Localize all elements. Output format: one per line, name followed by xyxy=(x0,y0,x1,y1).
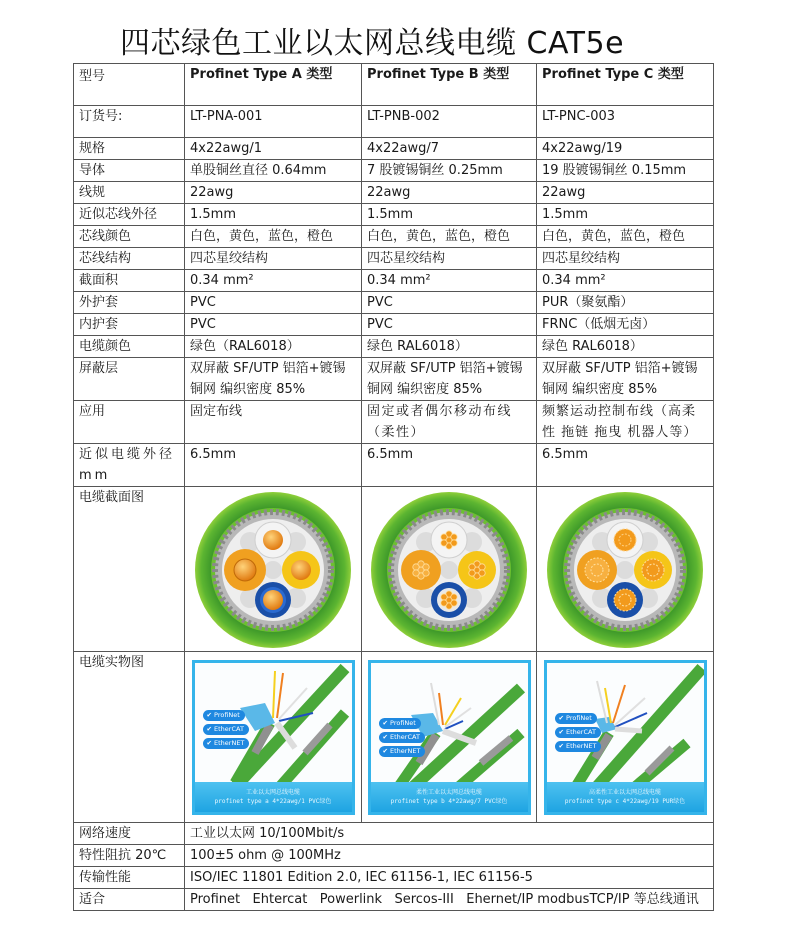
spec-table xyxy=(73,63,714,911)
cell-type-a xyxy=(185,487,362,652)
cell-type-b: 双屏蔽 SF/UTP 铝箔+镀锡铜网 编织密度 85% xyxy=(362,358,537,401)
caption-line-1: 工业以太网总线电缆 xyxy=(245,789,300,796)
cell-type-b: 1.5mm xyxy=(362,204,537,226)
badge-ethercat: ✔ EtherCAT xyxy=(379,732,425,743)
cell-type-c: 19 股镀锡铜丝 0.15mm xyxy=(537,160,714,182)
photo-caption-banner xyxy=(547,782,704,812)
table-row-application xyxy=(74,401,714,444)
table-row-cross-section-image xyxy=(74,487,714,652)
cell-type-a: 22awg xyxy=(185,182,362,204)
table-row-conductor xyxy=(74,160,714,182)
cell-shared: ISO/IEC 11801 Edition 2.0, IEC 61156-1, IEC 61156-5 xyxy=(185,867,714,889)
cell-type-a: 绿色（RAL6018） xyxy=(185,336,362,358)
cell-type-b: 4x22awg/7 xyxy=(362,138,537,160)
cell-type-c: LT-PNC-003 xyxy=(537,106,714,138)
header-label: 型号 xyxy=(74,64,185,106)
cell-type-c: 0.34 mm² xyxy=(537,270,714,292)
row-label: 应用 xyxy=(74,401,185,444)
header-type-b: Profinet Type B 类型 xyxy=(362,64,537,106)
row-label: 订货号: xyxy=(74,106,185,138)
caption-line-1: 高柔性工业以太网总线电缆 xyxy=(588,789,661,796)
cable-cross-section-icon xyxy=(544,490,706,650)
header-type-c: Profinet Type C 类型 xyxy=(537,64,714,106)
cell-type-b: LT-PNB-002 xyxy=(362,106,537,138)
row-label: 适合 xyxy=(74,889,185,911)
table-row-transmission xyxy=(74,867,714,889)
badge-ethernet: ✔ EtherNET xyxy=(555,741,602,752)
table-row-core-diameter xyxy=(74,204,714,226)
document-title: 四芯绿色工业以太网总线电缆 CAT5e xyxy=(120,26,625,61)
cable-photo-type-a xyxy=(192,660,355,815)
cell-type-c: 1.5mm xyxy=(537,204,714,226)
badge-profinet: ✔ ProfiNet xyxy=(379,718,421,729)
badge-ethercat: ✔ EtherCAT xyxy=(555,727,601,738)
cell-type-c: 22awg xyxy=(537,182,714,204)
cell-type-a: 四芯星绞结构 xyxy=(185,248,362,270)
cell-type-a: PVC xyxy=(185,292,362,314)
row-label: 导体 xyxy=(74,160,185,182)
row-label: 电缆截面图 xyxy=(74,487,185,652)
table-row-order-number xyxy=(74,106,714,138)
photo-caption-banner xyxy=(195,782,352,812)
cell-type-c xyxy=(537,652,714,823)
cell-type-b: 22awg xyxy=(362,182,537,204)
cell-type-a: 单股铜丝直径 0.64mm xyxy=(185,160,362,182)
caption-line-2: profinet type b 4*22awg/7 PVC绿色 xyxy=(390,798,508,805)
table-row-inner-jacket xyxy=(74,314,714,336)
row-label: 电缆颜色 xyxy=(74,336,185,358)
cell-type-c: 4x22awg/19 xyxy=(537,138,714,160)
row-label: 内护套 xyxy=(74,314,185,336)
cell-shared: 工业以太网 10/100Mbit/s xyxy=(185,823,714,845)
cable-photo-type-b xyxy=(368,660,531,815)
row-label: 电缆实物图 xyxy=(74,652,185,823)
cell-type-a: 白色，黄色，蓝色，橙色 xyxy=(185,226,362,248)
table-row-impedance xyxy=(74,845,714,867)
row-label: 近似电缆外径 mm xyxy=(74,444,185,487)
cell-type-b: PVC xyxy=(362,292,537,314)
table-row-cross-section-area xyxy=(74,270,714,292)
cell-type-b: 0.34 mm² xyxy=(362,270,537,292)
row-label: 芯线颜色 xyxy=(74,226,185,248)
cell-type-c: PUR（聚氨酯） xyxy=(537,292,714,314)
row-label: 网络速度 xyxy=(74,823,185,845)
caption-line-2: profinet type c 4*22awg/19 PUR绿色 xyxy=(564,798,686,805)
table-row-core-structure xyxy=(74,248,714,270)
cell-shared: 100±5 ohm @ 100MHz xyxy=(185,845,714,867)
row-label: 规格 xyxy=(74,138,185,160)
cell-type-c: 双屏蔽 SF/UTP 铝箔+镀锡铜网 编织密度 85% xyxy=(537,358,714,401)
cable-photo-type-c xyxy=(544,660,707,815)
row-label: 外护套 xyxy=(74,292,185,314)
header-row xyxy=(74,64,714,106)
cell-type-c: 频繁运动控制布线（高柔性 拖链 拖曳 机器人等） xyxy=(537,401,714,444)
cell-type-b: PVC xyxy=(362,314,537,336)
cross-section-image-type-b xyxy=(368,490,530,650)
cell-type-c: 四芯星绞结构 xyxy=(537,248,714,270)
header-type-a: Profinet Type A 类型 xyxy=(185,64,362,106)
cell-type-a: 固定布线 xyxy=(185,401,362,444)
row-label: 屏蔽层 xyxy=(74,358,185,401)
row-label: 近似芯线外径 xyxy=(74,204,185,226)
caption-line-1: 柔性工业以太网总线电缆 xyxy=(415,789,482,796)
cross-section-image-type-c xyxy=(544,490,706,650)
table-row-network-speed xyxy=(74,823,714,845)
table-row-gauge xyxy=(74,182,714,204)
cell-type-b: 7 股镀锡铜丝 0.25mm xyxy=(362,160,537,182)
cell-type-a: PVC xyxy=(185,314,362,336)
photo-caption-banner xyxy=(371,782,528,812)
row-label: 芯线结构 xyxy=(74,248,185,270)
table-row-core-colors xyxy=(74,226,714,248)
badge-profinet: ✔ ProfiNet xyxy=(555,713,597,724)
badge-ethernet: ✔ EtherNET xyxy=(379,746,426,757)
cell-type-a: 1.5mm xyxy=(185,204,362,226)
cell-type-c: 绿色 RAL6018） xyxy=(537,336,714,358)
cable-cross-section-icon xyxy=(368,490,530,650)
cell-type-c xyxy=(537,487,714,652)
cell-type-a: 0.34 mm² xyxy=(185,270,362,292)
cell-type-a: 双屏蔽 SF/UTP 铝箔+镀锡铜网 编织密度 85% xyxy=(185,358,362,401)
cell-type-b: 白色，黄色，蓝色，橙色 xyxy=(362,226,537,248)
cell-type-c: FRNC（低烟无卤） xyxy=(537,314,714,336)
row-label: 截面积 xyxy=(74,270,185,292)
row-label: 线规 xyxy=(74,182,185,204)
badge-profinet: ✔ ProfiNet xyxy=(203,710,245,721)
table-row-spec xyxy=(74,138,714,160)
badge-ethercat: ✔ EtherCAT xyxy=(203,724,249,735)
cell-type-b xyxy=(362,487,537,652)
table-row-outer-jacket xyxy=(74,292,714,314)
cell-type-a: 6.5mm xyxy=(185,444,362,487)
cell-type-a xyxy=(185,652,362,823)
table-row-cable-color xyxy=(74,336,714,358)
row-label: 传输性能 xyxy=(74,867,185,889)
cell-type-b: 固定或者偶尔移动布线（柔性） xyxy=(362,401,537,444)
table-row-shield xyxy=(74,358,714,401)
cell-type-b: 四芯星绞结构 xyxy=(362,248,537,270)
badge-ethernet: ✔ EtherNET xyxy=(203,738,250,749)
cell-type-c: 6.5mm xyxy=(537,444,714,487)
caption-line-2: profinet type a 4*22awg/1 PVC绿色 xyxy=(214,798,332,805)
cell-type-b: 6.5mm xyxy=(362,444,537,487)
cross-section-image-type-a xyxy=(192,490,354,650)
cell-type-b xyxy=(362,652,537,823)
cable-cross-section-icon xyxy=(192,490,354,650)
cell-type-c: 白色，黄色，蓝色，橙色 xyxy=(537,226,714,248)
table-row-suitable xyxy=(74,889,714,911)
table-row-cable-diameter xyxy=(74,444,714,487)
cell-type-a: LT-PNA-001 xyxy=(185,106,362,138)
cell-type-b: 绿色 RAL6018） xyxy=(362,336,537,358)
row-label: 特性阻抗 20℃ xyxy=(74,845,185,867)
cell-type-a: 4x22awg/1 xyxy=(185,138,362,160)
cell-shared: Profinet Ehtercat Powerlink Sercos-III Ehernet/IP modbusTCP/IP 等总线通讯 xyxy=(185,889,714,911)
table-row-photo xyxy=(74,652,714,823)
